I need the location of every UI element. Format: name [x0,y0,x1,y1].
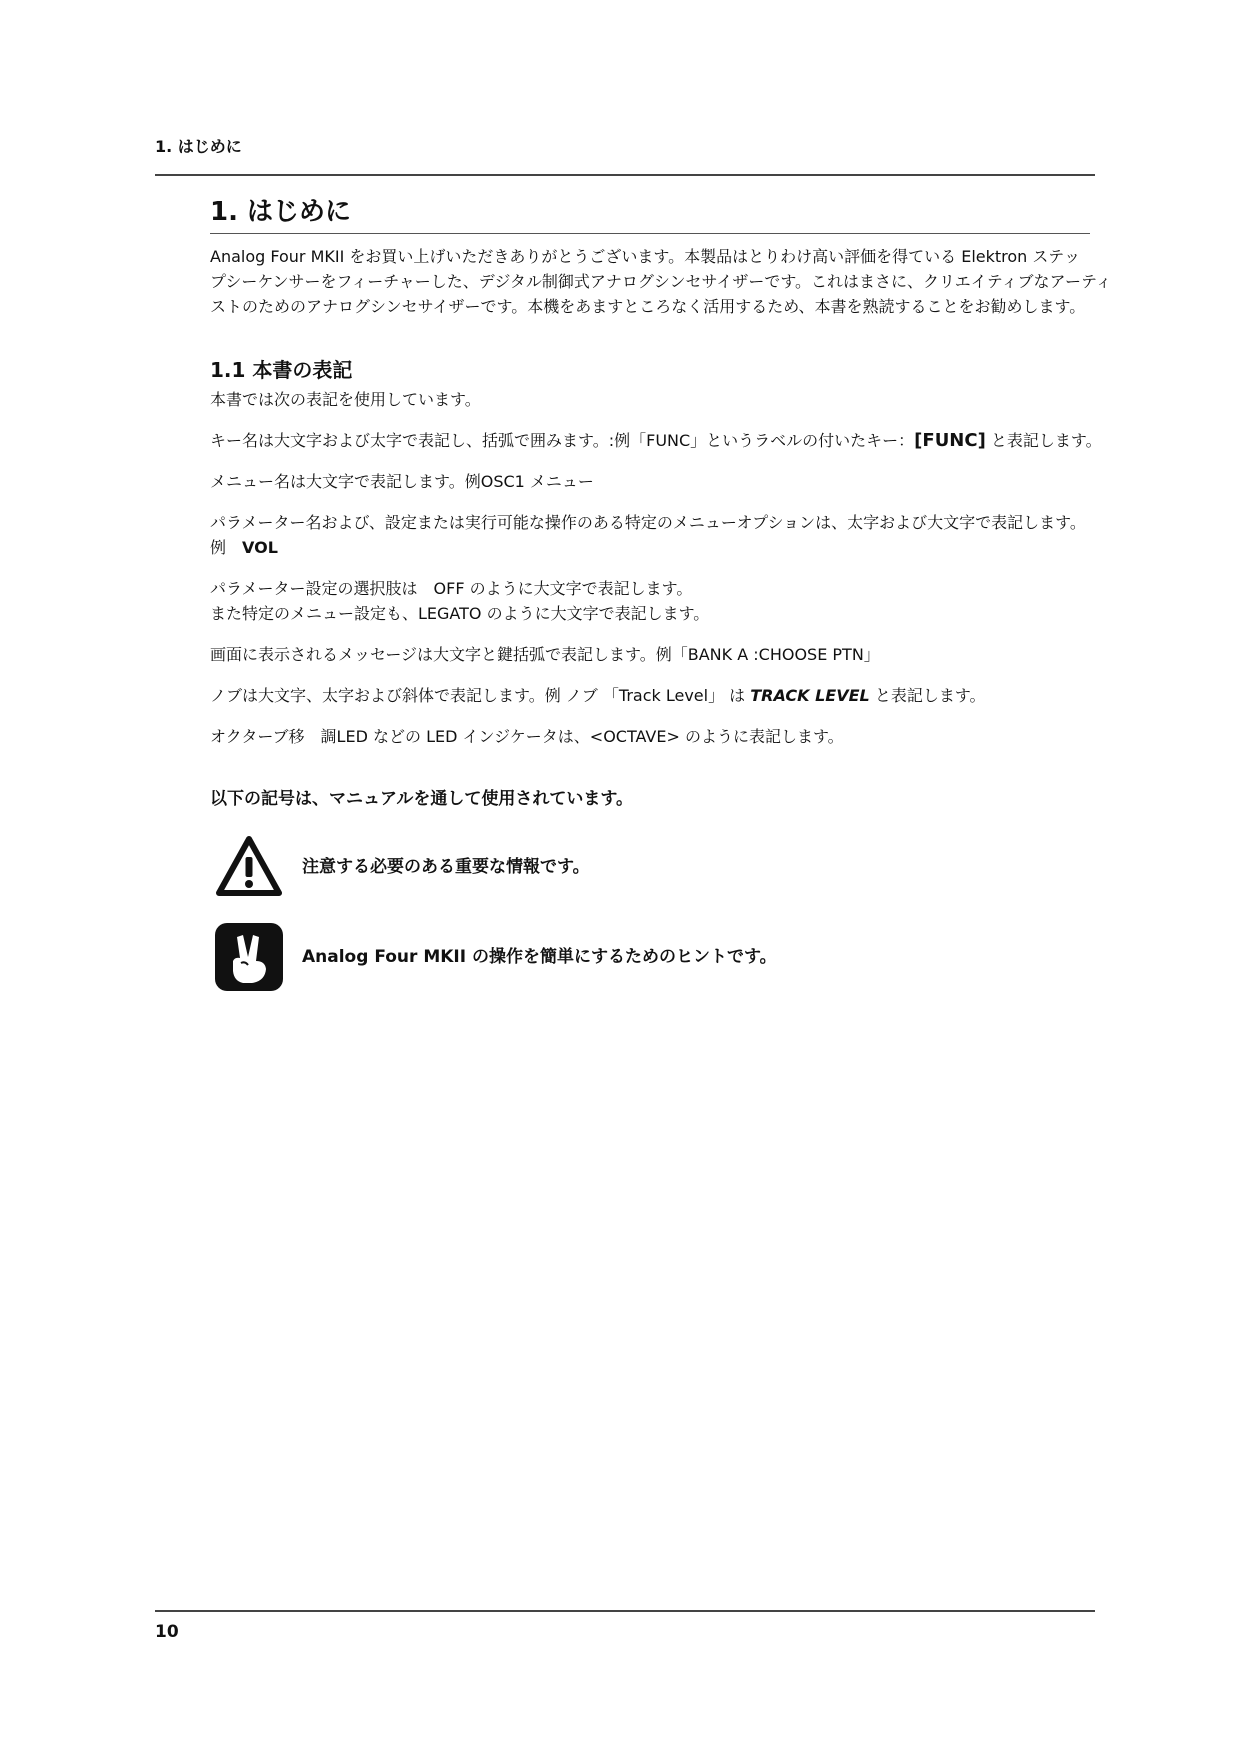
footer-rule [155,1610,1095,1612]
hand-hint-icon [215,923,283,991]
key-convention-suffix: と表記します。 [985,431,1102,450]
key-example: [FUNC] [914,430,986,451]
menu-setting-convention: また特定のメニュー設定も、LEGATO のように大文字で表記します。 [210,604,710,623]
setting-convention-suffix: のように大文字で表記します。 [464,579,693,598]
warning-triangle-icon [215,833,283,901]
knob-convention [210,683,1170,708]
message-convention: 画面に表示されるメッセージは大文字と鍵括弧で表記します。例「BANK A :CHOOSE PTN」 [210,645,880,664]
intro-paragraph [210,244,1170,319]
header-rule [155,174,1095,176]
running-header: 1. はじめに [155,137,242,156]
symbols-heading: 以下の記号は、マニュアルを通して使用されています。 [210,789,633,809]
symbol-row-hint [210,923,1170,995]
hint-symbol-text: Analog Four MKII の操作を簡単にするためのヒントです。 [302,947,777,967]
intro-line: Analog Four MKII をお買い上げいただきありがとうございます。本製品はとりわけ高い評価を得ている Elektron ステッ [210,247,1081,266]
setting-example: OFF [433,579,465,598]
param-example: VOL [242,538,278,557]
page-content [210,195,1170,1013]
intro-line: プシーケンサーをフィーチャーした、デジタル制御式アナログシンセサイザーです。これはまさに、クリエイティブなアーティ [210,272,1112,291]
key-convention-text: キー名は大文字および太字で表記し、括弧で囲みます。:例「FUNC」というラベルの付いたキー： [210,431,915,450]
section-title: 1.1 本書の表記 [210,358,353,382]
setting-convention [210,576,1170,626]
chapter-title: 1. はじめに [210,197,352,227]
knob-example: TRACK LEVEL [750,686,870,705]
param-convention-text: パラメーター名および、設定または実行可能な操作のある特定のメニューオプションは、太字および大文字で表記します。 [210,513,1086,532]
led-convention: オクターブ移 調LED などの LED インジケータは、<OCTAVE> のように表記します。 [210,727,844,746]
knob-convention-suffix: と表記します。 [869,686,986,705]
symbol-row-warning [210,833,1170,905]
knob-convention-text: ノブは大文字、太字および斜体で表記します。例 ノブ 「Track Level」 は [210,686,751,705]
key-convention [210,428,1170,453]
menu-convention: メニュー名は大文字で表記します。例OSC1 メニュー [210,472,594,491]
param-example-prefix: 例 [210,538,243,557]
warning-symbol-text: 注意する必要のある重要な情報です。 [302,857,590,877]
setting-convention-prefix: パラメーター設定の選択肢は [210,579,434,598]
intro-line: ストのためのアナログシンセサイザーです。本機をあますところなく活用するため、本書を熟読することをお勧めします。 [210,297,1086,316]
section-lead: 本書では次の表記を使用しています。 [210,390,481,409]
chapter-title-rule [210,233,1090,234]
page-number: 10 [155,1622,179,1642]
param-convention [210,510,1170,560]
